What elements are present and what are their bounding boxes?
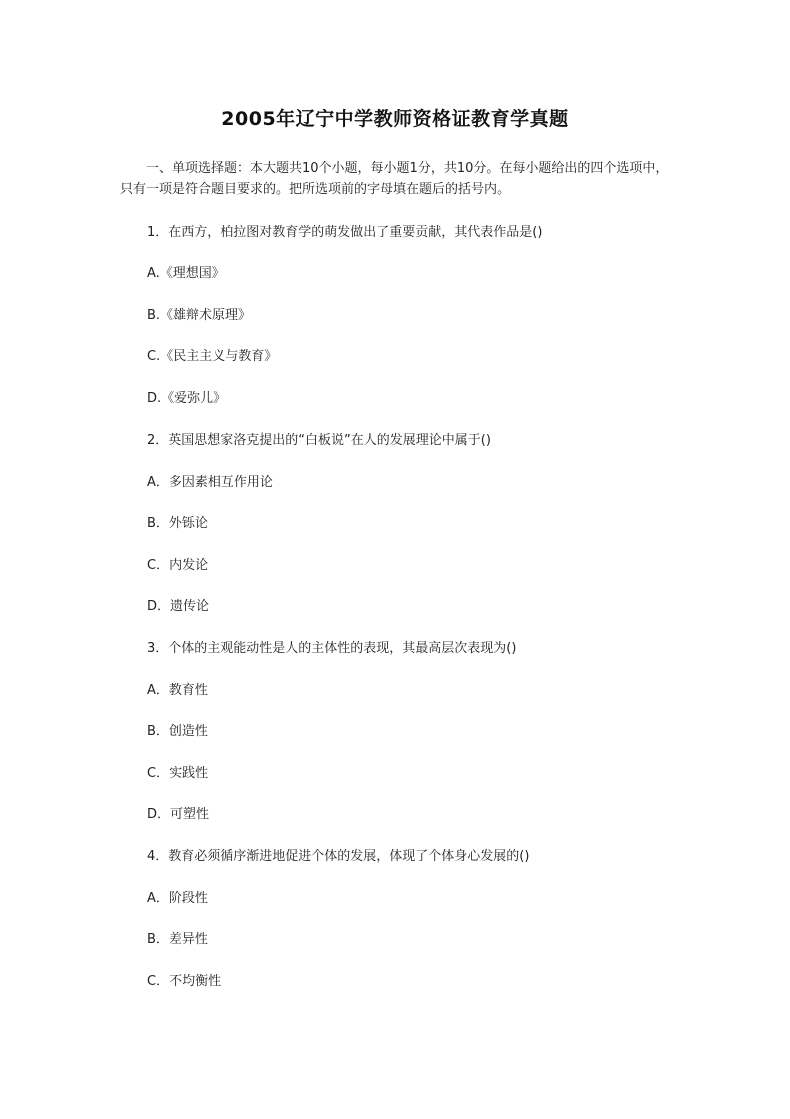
question-3-option-b: B．创造性: [147, 724, 208, 739]
section-intro: 一、单项选择题：本大题共10个小题，每小题1分，共10分。在每小题给出的四个选项中，只有一项是符合题目要求的。把所选项前的字母填在题后的括号内。: [120, 161, 669, 197]
question-4: 4．教育必须循序渐进地促进个体的发展，体现了个体身心发展的(): [147, 849, 530, 864]
question-3-option-c: C．实践性: [147, 766, 209, 781]
question-4-option-c: C．不均衡性: [147, 974, 222, 989]
document-title: 2005年辽宁中学教师资格证教育学真题: [221, 108, 569, 130]
question-3-option-a: A．教育性: [147, 683, 208, 698]
question-3: 3．个体的主观能动性是人的主体性的表现，其最高层次表现为(): [147, 641, 517, 656]
question-2-option-c: C．内发论: [147, 558, 209, 573]
question-1-option-b: B.《雄辩术原理》: [147, 308, 252, 323]
question-1: 1．在西方，柏拉图对教育学的萌发做出了重要贡献，其代表作品是(): [147, 225, 543, 240]
question-1-option-c: C.《民主主义与教育》: [147, 349, 278, 364]
question-2-option-b: B．外铄论: [147, 516, 208, 531]
question-1-option-a: A.《理想国》: [147, 266, 225, 281]
question-2: 2．英国思想家洛克提出的“白板说”在人的发展理论中属于(): [147, 433, 491, 448]
question-2-option-d: D．遗传论: [147, 599, 210, 614]
question-4-option-a: A．阶段性: [147, 891, 208, 906]
question-3-option-d: D．可塑性: [147, 807, 210, 822]
question-2-option-a: A．多因素相互作用论: [147, 475, 273, 490]
question-4-option-b: B．差异性: [147, 932, 208, 947]
question-1-option-d: D.《爱弥儿》: [147, 391, 227, 406]
